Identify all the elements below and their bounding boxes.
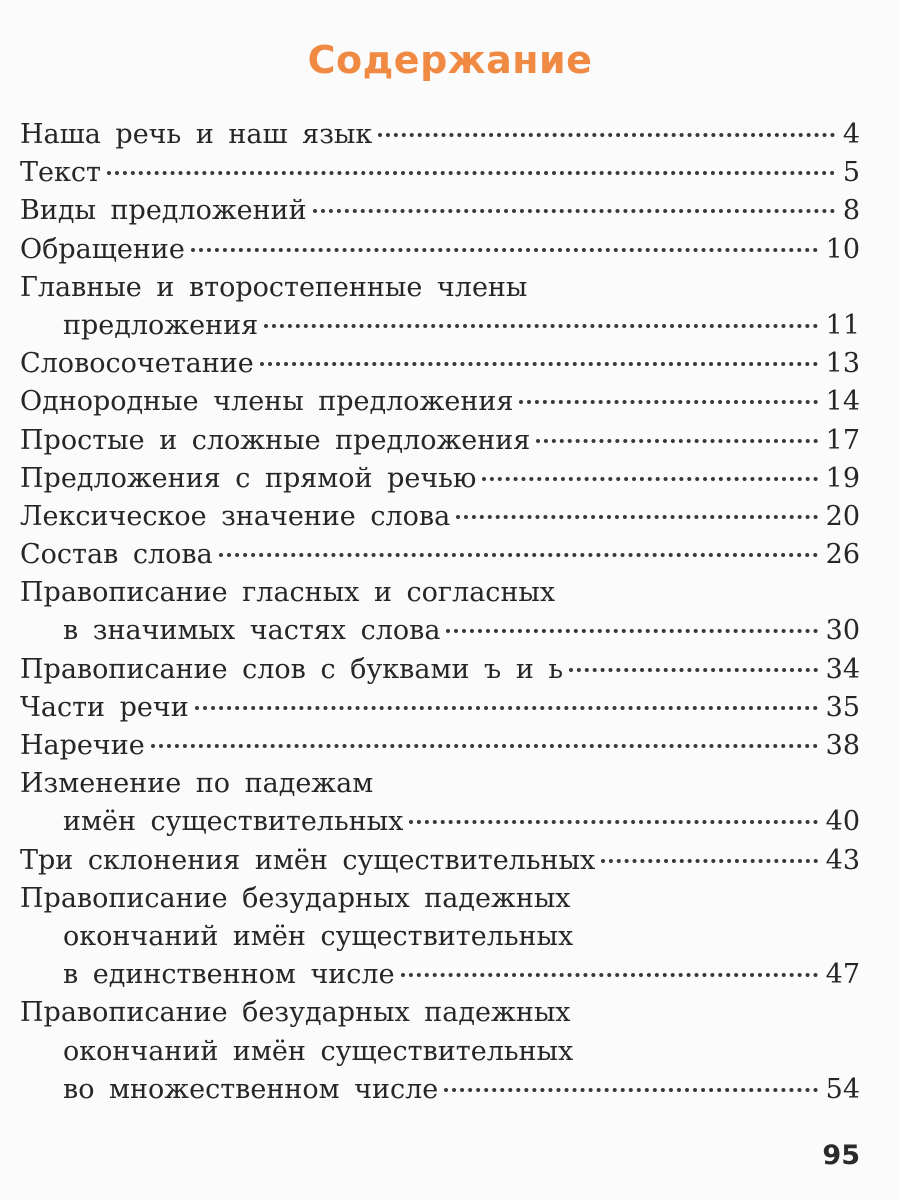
page-number: 95 (822, 1140, 860, 1171)
toc-entry (20, 345, 860, 383)
toc-entry-title: Наша речь и наш язык (20, 119, 373, 150)
table-of-contents (20, 116, 860, 1109)
dot-leader (444, 1088, 817, 1092)
toc-entry-title: Правописание слов с буквами ъ и ь (20, 653, 564, 685)
toc-entry-line (20, 1033, 860, 1071)
toc-entry (20, 765, 860, 841)
toc-entry-title: Три склонения имён существительных (20, 844, 596, 876)
toc-entry-line (20, 307, 860, 345)
dot-leader (313, 209, 835, 213)
toc-entry (20, 689, 860, 727)
toc-entry-title: Изменение по падежам (20, 768, 374, 800)
toc-entry-title: Главные и второстепенные члены (20, 271, 528, 303)
toc-entry-line (20, 345, 860, 383)
toc-entry-page: 34 (825, 653, 860, 685)
toc-entry-title: окончаний имён существительных (63, 920, 574, 952)
toc-entry-title: Виды предложений (20, 195, 307, 227)
dot-leader (151, 744, 818, 748)
toc-entry-line (20, 536, 860, 574)
toc-entry-line (20, 269, 860, 307)
toc-entry-line (20, 383, 860, 421)
dot-leader (601, 859, 817, 863)
toc-entry-line (20, 154, 860, 192)
toc-entry-title: Обращение (20, 233, 185, 265)
toc-entry-line (20, 956, 860, 994)
toc-entry-line (20, 918, 860, 956)
toc-entry (20, 574, 860, 650)
toc-entry-line (20, 192, 860, 230)
toc-entry-page: 19 (825, 462, 860, 494)
toc-entry-page: 17 (825, 424, 860, 456)
toc-entry-title: Текст (20, 157, 101, 189)
dot-leader (456, 515, 817, 519)
dot-leader (191, 248, 818, 252)
toc-entry-page: 11 (825, 309, 860, 341)
toc-entry-page: 14 (825, 386, 860, 418)
toc-entry (20, 498, 860, 536)
toc-entry (20, 192, 860, 230)
toc-entry (20, 383, 860, 421)
dot-leader (482, 477, 817, 481)
toc-entry (20, 880, 860, 995)
toc-entry-title: Наречие (20, 730, 145, 761)
toc-entry-page: 38 (825, 730, 860, 761)
toc-entry-title: Правописание гласных и согласных (20, 577, 556, 609)
toc-entry (20, 269, 860, 345)
dot-leader (107, 171, 835, 175)
toc-entry-line (20, 765, 860, 803)
toc-entry-line (20, 612, 860, 650)
toc-entry-title: Правописание безударных падежных (20, 882, 571, 914)
dot-leader (519, 400, 817, 404)
toc-entry-title: Простые и сложные предложения (20, 424, 531, 456)
toc-entry (20, 460, 860, 498)
toc-entry-line (20, 498, 860, 536)
toc-entry-line (20, 880, 860, 918)
toc-entry-page: 30 (825, 615, 860, 647)
toc-entry-page: 35 (825, 691, 860, 723)
toc-entry-page: 5 (842, 157, 860, 189)
toc-entry-page: 47 (825, 959, 860, 991)
toc-entry-page: 26 (825, 539, 860, 571)
toc-entry-title: Части речи (20, 691, 189, 723)
toc-entry (20, 842, 860, 880)
toc-entry-title: в единственном числе (63, 959, 395, 991)
toc-entry-page: 13 (825, 348, 860, 380)
toc-entry (20, 536, 860, 574)
toc-entry-title: Однородные члены предложения (20, 386, 514, 418)
toc-entry (20, 994, 860, 1109)
toc-entry-line (20, 689, 860, 727)
toc-entry-page: 10 (825, 233, 860, 265)
toc-entry-line (20, 1071, 860, 1109)
toc-entry-line (20, 994, 860, 1032)
toc-entry-line (20, 727, 860, 765)
toc-entry-title: во множественном числе (63, 1073, 439, 1105)
toc-entry-line (20, 842, 860, 880)
toc-entry (20, 727, 860, 765)
dot-leader (536, 439, 817, 443)
toc-entry-line (20, 803, 860, 841)
toc-entry-line (20, 651, 860, 689)
dot-leader (195, 706, 818, 710)
toc-entry-title: Состав слова (20, 539, 213, 571)
toc-entry-title: предложения (63, 309, 259, 341)
toc-entry-page: 4 (842, 119, 860, 150)
toc-entry-title: Правописание безударных падежных (20, 997, 571, 1029)
toc-entry (20, 651, 860, 689)
toc-entry-line (20, 460, 860, 498)
toc-entry-title: Словосочетание (20, 348, 254, 380)
toc-entry-title: Лексическое значение слова (20, 500, 451, 532)
toc-entry-page: 20 (825, 500, 860, 532)
toc-entry-line (20, 116, 860, 154)
page-title: Содержание (307, 38, 593, 82)
toc-entry-title: Предложения с прямой речью (20, 462, 477, 494)
dot-leader (569, 668, 818, 672)
toc-entry-page: 54 (825, 1073, 860, 1105)
dot-leader (401, 973, 818, 977)
toc-entry-title: в значимых частях слова (63, 615, 441, 647)
toc-entry-title: окончаний имён существительных (63, 1035, 574, 1067)
toc-entry (20, 422, 860, 460)
toc-entry (20, 154, 860, 192)
dot-leader (219, 553, 818, 557)
toc-entry (20, 231, 860, 269)
dot-leader (409, 820, 817, 824)
toc-entry-title: имён существительных (63, 806, 404, 838)
dot-leader (378, 133, 835, 137)
toc-entry-page: 40 (825, 806, 860, 838)
dot-leader (446, 629, 817, 633)
toc-entry-page: 43 (825, 844, 860, 876)
toc-entry (20, 116, 860, 154)
dot-leader (264, 324, 818, 328)
toc-entry-line (20, 231, 860, 269)
toc-entry-line (20, 422, 860, 460)
dot-leader (260, 362, 818, 366)
toc-entry-line (20, 574, 860, 612)
toc-entry-page: 8 (842, 195, 860, 227)
